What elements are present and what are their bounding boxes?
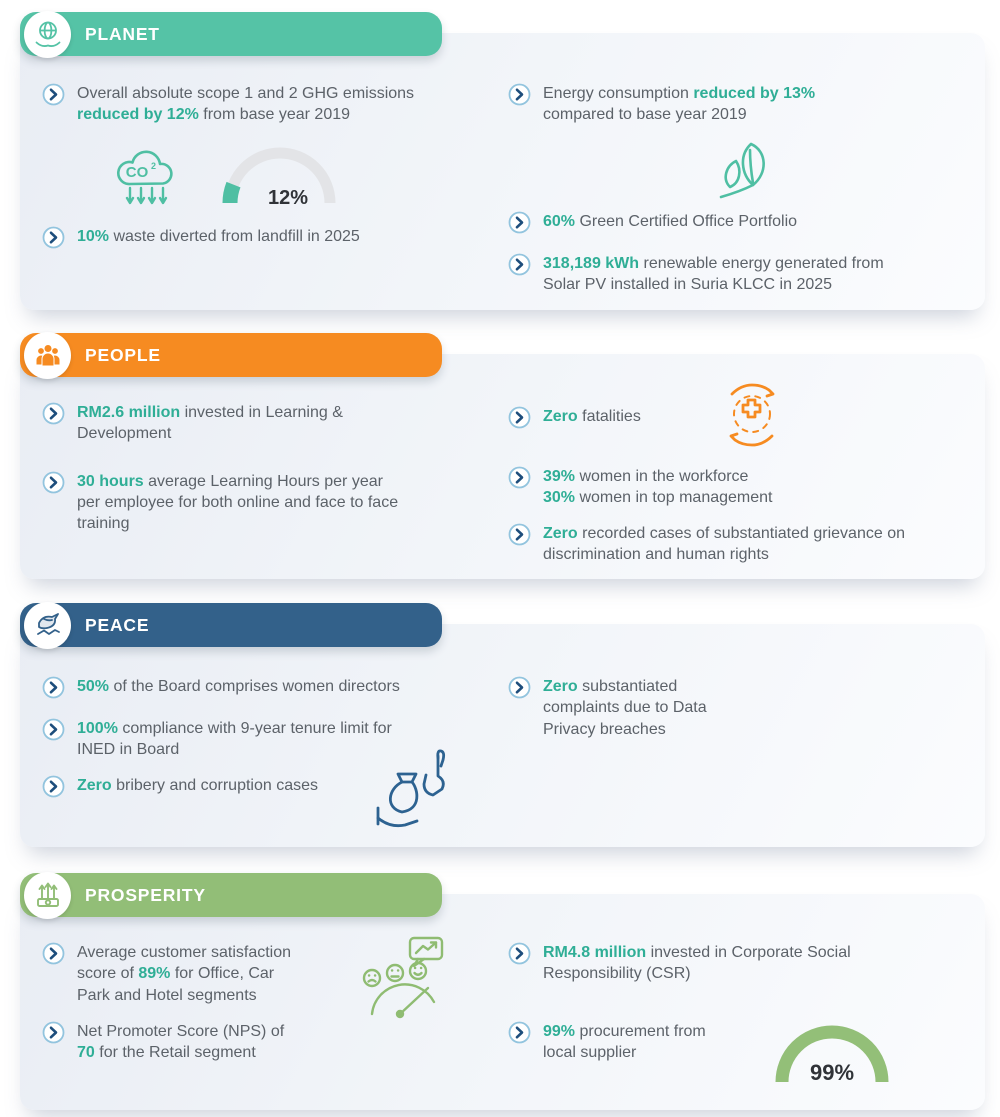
bullet-text: Average customer satisfaction score of 89% for Office, Car Park and Hotel segments — [77, 944, 292, 1004]
bullet-text: RM2.6 million invested in Learning & Development — [77, 404, 343, 443]
people-bullet-learning-invest — [42, 402, 490, 445]
hands-globe-icon — [32, 18, 64, 50]
bullet-text: Zero substantiated complaints due to Data Privacy breaches — [543, 678, 707, 738]
section-planet — [20, 12, 985, 310]
chevron-bullet-icon — [42, 942, 65, 1006]
planet-bullet-green-office — [508, 211, 975, 239]
bullet-text: 50% of the Board comprises women directors — [77, 678, 400, 695]
bullet-text: Overall absolute scope 1 and 2 GHG emissions reduced by 12% from base year 2019 — [77, 85, 415, 124]
growth-arrows-icon — [32, 879, 64, 911]
planet-bullet-energy — [508, 83, 975, 126]
chevron-bullet-icon — [508, 676, 531, 740]
people-bullet-women — [508, 466, 975, 509]
peace-card — [20, 624, 985, 847]
bullet-text: 318,189 kWh renewable energy generated from Solar PV installed in Suria KLCC in 2025 — [543, 254, 884, 293]
bullet-text: Zero bribery and corruption cases — [77, 776, 318, 794]
chevron-bullet-icon — [508, 406, 531, 434]
people-group-icon — [32, 339, 64, 371]
planet-bullet-ghg — [42, 83, 490, 126]
chevron-bullet-icon — [42, 471, 65, 535]
chevron-bullet-icon — [42, 226, 65, 254]
peace-bullet-privacy — [508, 676, 975, 740]
bullet-text: 30 hours average Learning Hours per year per employee for both online and face to face training — [77, 472, 399, 533]
chevron-bullet-icon — [508, 1021, 531, 1064]
chevron-bullet-icon — [508, 83, 531, 126]
chevron-bullet-icon — [42, 83, 65, 126]
bullet-text: 39% women in the workforce 30% women in top management — [543, 468, 773, 507]
planet-header — [20, 12, 442, 56]
chevron-bullet-icon — [42, 676, 65, 704]
anti-bribery-icon — [372, 746, 456, 840]
section-prosperity — [20, 873, 985, 1117]
emissions-gauge-value: 12% — [267, 186, 309, 208]
section-title: PLANET — [85, 23, 160, 44]
people-bullet-learning-hours — [42, 471, 490, 535]
procurement-gauge — [772, 1020, 892, 1088]
chevron-bullet-icon — [42, 775, 65, 803]
co2-reduction-icon — [104, 140, 196, 214]
people-card — [20, 354, 985, 579]
emissions-gauge — [222, 146, 340, 208]
section-people — [20, 333, 985, 580]
svg-text:CO: CO — [125, 163, 149, 181]
bullet-text: Zero fatalities — [543, 408, 641, 425]
procurement-gauge-value: 99% — [809, 1060, 855, 1085]
customer-satisfaction-icon — [360, 936, 452, 1020]
planet-bullet-waste — [42, 226, 490, 254]
chevron-bullet-icon — [508, 211, 531, 239]
peace-badge — [24, 602, 71, 649]
planet-bullet-solar — [508, 253, 975, 296]
chevron-bullet-icon — [42, 1021, 65, 1064]
planet-badge — [24, 11, 71, 58]
prosperity-badge — [24, 872, 71, 919]
peace-bullet-board-women — [42, 676, 490, 704]
people-bullet-grievance — [508, 523, 975, 566]
svg-text:2: 2 — [151, 160, 157, 171]
section-title: PROSPERITY — [85, 884, 206, 905]
planet-card — [20, 33, 985, 310]
bullet-text: 60% Green Certified Office Portfolio — [543, 212, 798, 230]
prosperity-card — [20, 894, 985, 1110]
chevron-bullet-icon — [508, 523, 531, 566]
health-hands-icon — [712, 378, 790, 458]
bullet-text: 100% compliance with 9-year tenure limit for INED in Board — [77, 720, 392, 759]
bullet-text: Zero recorded cases of substantiated grievance on discrimination and human rights — [543, 524, 905, 563]
section-title: PEACE — [85, 614, 150, 635]
chevron-bullet-icon — [508, 253, 531, 296]
section-peace — [20, 603, 985, 848]
bullet-text: 99% procurement from local supplier — [543, 1022, 706, 1061]
chevron-bullet-icon — [508, 942, 531, 985]
bullet-text: RM4.8 million invested in Corporate Social Responsibility (CSR) — [543, 944, 851, 983]
bullet-text: Energy consumption reduced by 13% compared to base year 2019 — [543, 85, 816, 124]
dove-hand-icon — [32, 609, 64, 641]
prosperity-bullet-csr — [508, 942, 975, 985]
bullet-text: 10% waste diverted from landfill in 2025 — [77, 227, 360, 245]
chevron-bullet-icon — [42, 718, 65, 761]
chevron-bullet-icon — [42, 402, 65, 445]
people-header — [20, 333, 442, 377]
prosperity-header — [20, 873, 442, 917]
leaf-icon — [707, 140, 777, 202]
section-title: PEOPLE — [85, 344, 161, 365]
prosperity-bullet-procurement — [508, 1021, 975, 1064]
chevron-bullet-icon — [508, 466, 531, 509]
peace-header — [20, 603, 442, 647]
prosperity-bullet-nps — [42, 1021, 490, 1064]
bullet-text: Net Promoter Score (NPS) of 70 for the Retail segment — [77, 1022, 285, 1062]
people-badge — [24, 332, 71, 379]
